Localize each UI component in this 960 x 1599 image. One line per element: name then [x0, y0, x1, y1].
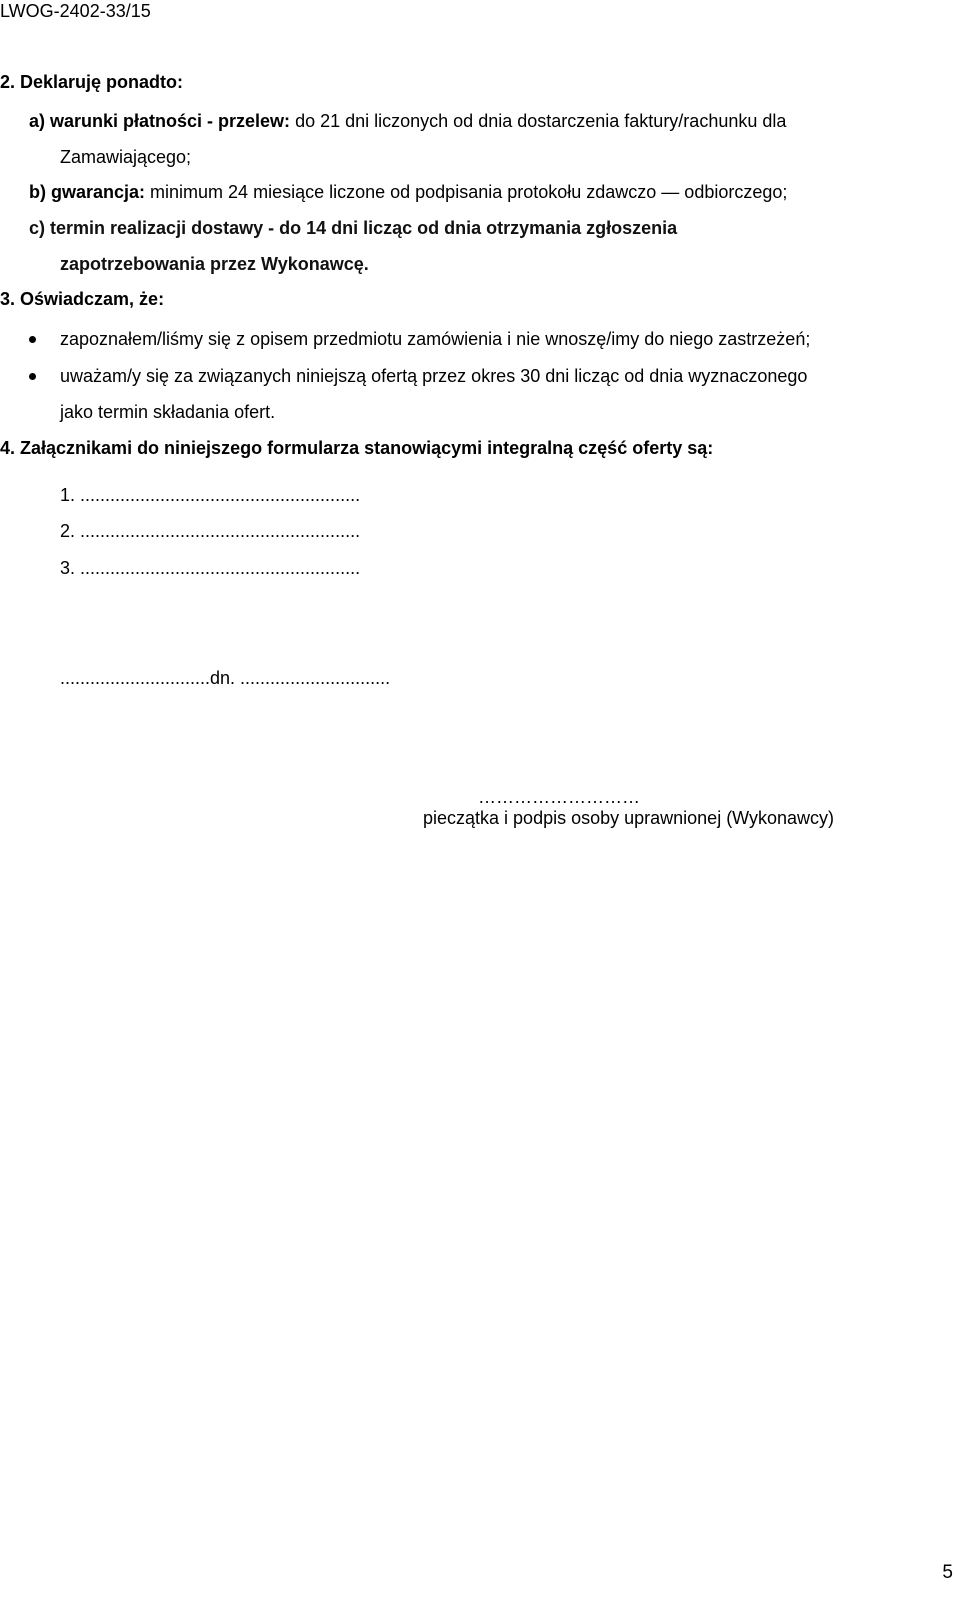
bullet-1-text: zapoznałem/liśmy się z opisem przedmiotu zamówienia i nie wnoszę/imy do niego zastrzeżeń;	[60, 329, 811, 349]
item-b	[29, 181, 787, 203]
section-4-title: 4. Załącznikami do niniejszego formularza stanowiącymi integralną część oferty są:	[0, 438, 714, 458]
document-id: LWOG-2402-33/15	[0, 1, 151, 21]
bullet-2-line2: jako termin składania ofert.	[60, 402, 276, 422]
bullet-icon	[29, 336, 36, 343]
item-a-label: a) warunki płatności - przelew:	[29, 111, 291, 131]
bullet-2-line1: uważam/y się za związanych niniejszą ofertą przez okres 30 dni licząc od dnia wyznaczonego	[60, 366, 808, 386]
section-2-title: 2. Deklaruję ponadto:	[0, 72, 184, 92]
item-a-line2: Zamawiającego;	[60, 147, 192, 167]
item-b-label: b) gwarancja:	[29, 182, 146, 202]
attachment-item-1: 1. ........................................................	[60, 485, 361, 505]
bullet-icon	[29, 373, 36, 380]
signature-caption: pieczątka i podpis osoby uprawnionej (Wykonawcy)	[423, 808, 835, 828]
signature-line: ………………………	[478, 787, 640, 807]
section-3-title: 3. Oświadczam, że:	[0, 289, 165, 309]
item-a-text: do 21 dni liczonych od dnia dostarczenia faktury/rachunku dla	[295, 111, 787, 131]
attachment-item-2: 2. ........................................................	[60, 521, 361, 541]
item-b-text: minimum 24 miesiące liczone od podpisania protokołu zdawczo — odbiorczego;	[150, 182, 788, 202]
item-c-line2: zapotrzebowania przez Wykonawcę.	[60, 254, 369, 274]
item-a-line1	[29, 110, 786, 132]
item-c-line1: c) termin realizacji dostawy - do 14 dni licząc od dnia otrzymania zgłoszenia	[29, 218, 678, 238]
place-date-field: ..............................dn. ..............................	[60, 668, 391, 688]
attachment-item-3: 3. ........................................................	[60, 558, 361, 578]
page-number: 5	[942, 1562, 953, 1583]
